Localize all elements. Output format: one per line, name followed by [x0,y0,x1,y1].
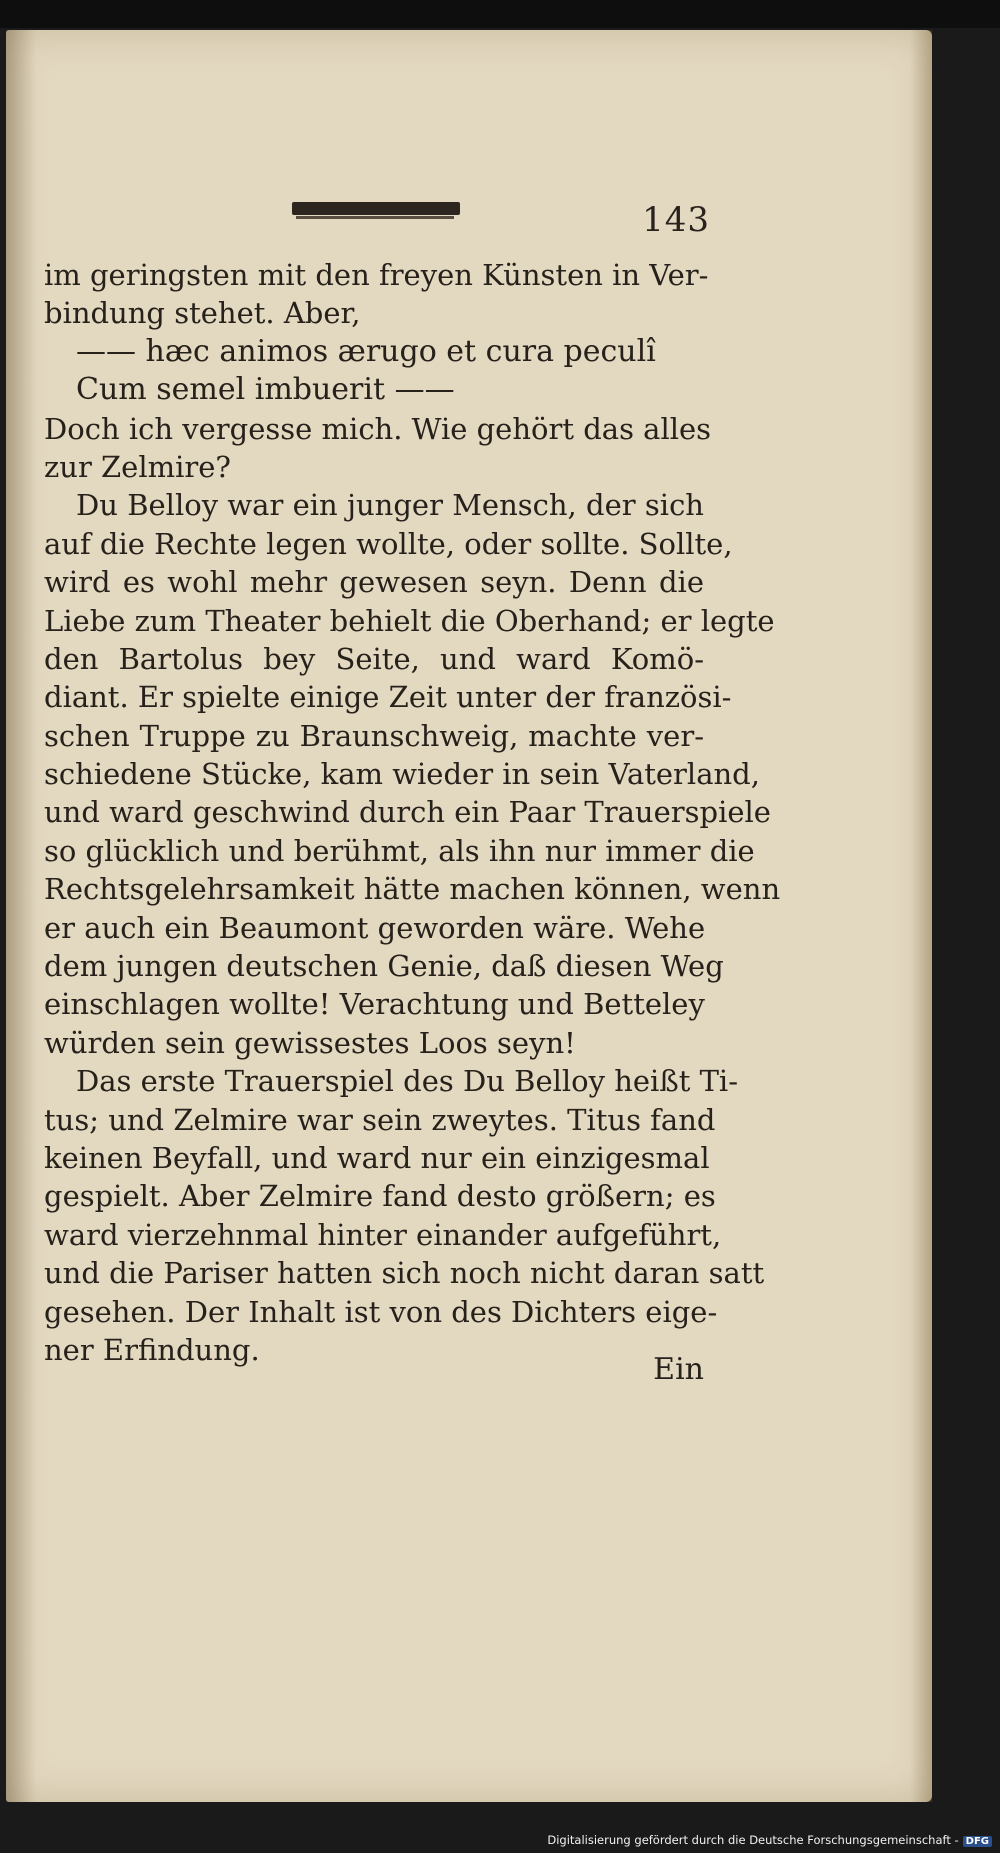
text-line: auf die Rechte legen wollte, oder sollte. Sollte, [44,526,733,561]
text-line: einschlagen wollte! Verachtung und Betteley [44,987,705,1022]
catchword: Ein [653,1352,704,1387]
latin-quote-line: Cum semel imbuerit —— [76,372,455,408]
text-line: ward vierzehnmal hinter einander aufgeführt, [44,1217,722,1252]
digitization-credit-text: Digitalisierung gefördert durch die Deutsche Forschungsgemeinschaft - [547,1833,959,1847]
text-line: tus; und Zelmire war sein zweytes. Titus fand [44,1102,716,1137]
page-edge-shadow [910,30,932,1802]
text-line: ner Erfindung. [44,1332,260,1367]
text-line: den Bartolus bey Seite, und ward Komö- [44,641,704,676]
text-line: Rechtsgelehrsamkeit hätte machen können, wenn [44,872,781,907]
text-line: im geringsten mit den freyen Künsten in Ver- [44,258,709,292]
text-line: wird es wohl mehr gewesen seyn. Denn die [44,565,704,600]
latin-quote-line: —— hæc animos ærugo et cura peculî [76,333,656,369]
header-ornament-rule-thin [296,216,454,219]
text-line: dem jungen deutschen Genie, daß diesen Weg [44,949,724,984]
text-line: schiedene Stücke, kam wieder in sein Vaterland, [44,757,760,792]
header-ornament-rule [292,202,460,215]
text-line: gesehen. Der Inhalt ist von des Dichters eige- [44,1294,718,1329]
text-line: bindung stehet. Aber, [44,296,361,331]
page-number: 143 [642,200,710,240]
text-line: schen Truppe zu Braunschweig, machte ver- [44,718,704,753]
text-line: zur Zelmire? [44,449,231,484]
text-line: er auch ein Beaumont geworden wäre. Wehe [44,910,706,945]
text-line: keinen Beyfall, und ward nur ein einzigesmal [44,1140,710,1175]
paragraph-start-line: Du Belloy war ein junger Mensch, der sich [76,488,704,523]
spine-shadow [6,30,36,1802]
text-line: Doch ich vergesse mich. Wie gehört das alles [44,411,712,446]
digitization-credit [547,1833,992,1847]
text-line: und ward geschwind durch ein Paar Trauerspiele [44,795,771,830]
text-line: Liebe zum Theater behielt die Oberhand; er legte [44,603,775,638]
text-line: diant. Er spielte einige Zeit unter der französi- [44,680,732,715]
text-body [44,256,781,1369]
text-line: so glücklich und berühmt, als ihn nur immer die [44,833,755,868]
top-dark-strip [0,0,1000,28]
text-line: und die Pariser hatten sich noch nicht daran satt [44,1256,765,1291]
text-line: gespielt. Aber Zelmire fand desto größern; es [44,1179,716,1214]
dfg-logo-badge: DFG [963,1836,992,1847]
paragraph-start-line: Das erste Trauerspiel des Du Belloy heißt Ti- [76,1064,738,1099]
text-line: würden sein gewissestes Loos seyn! [44,1025,576,1060]
